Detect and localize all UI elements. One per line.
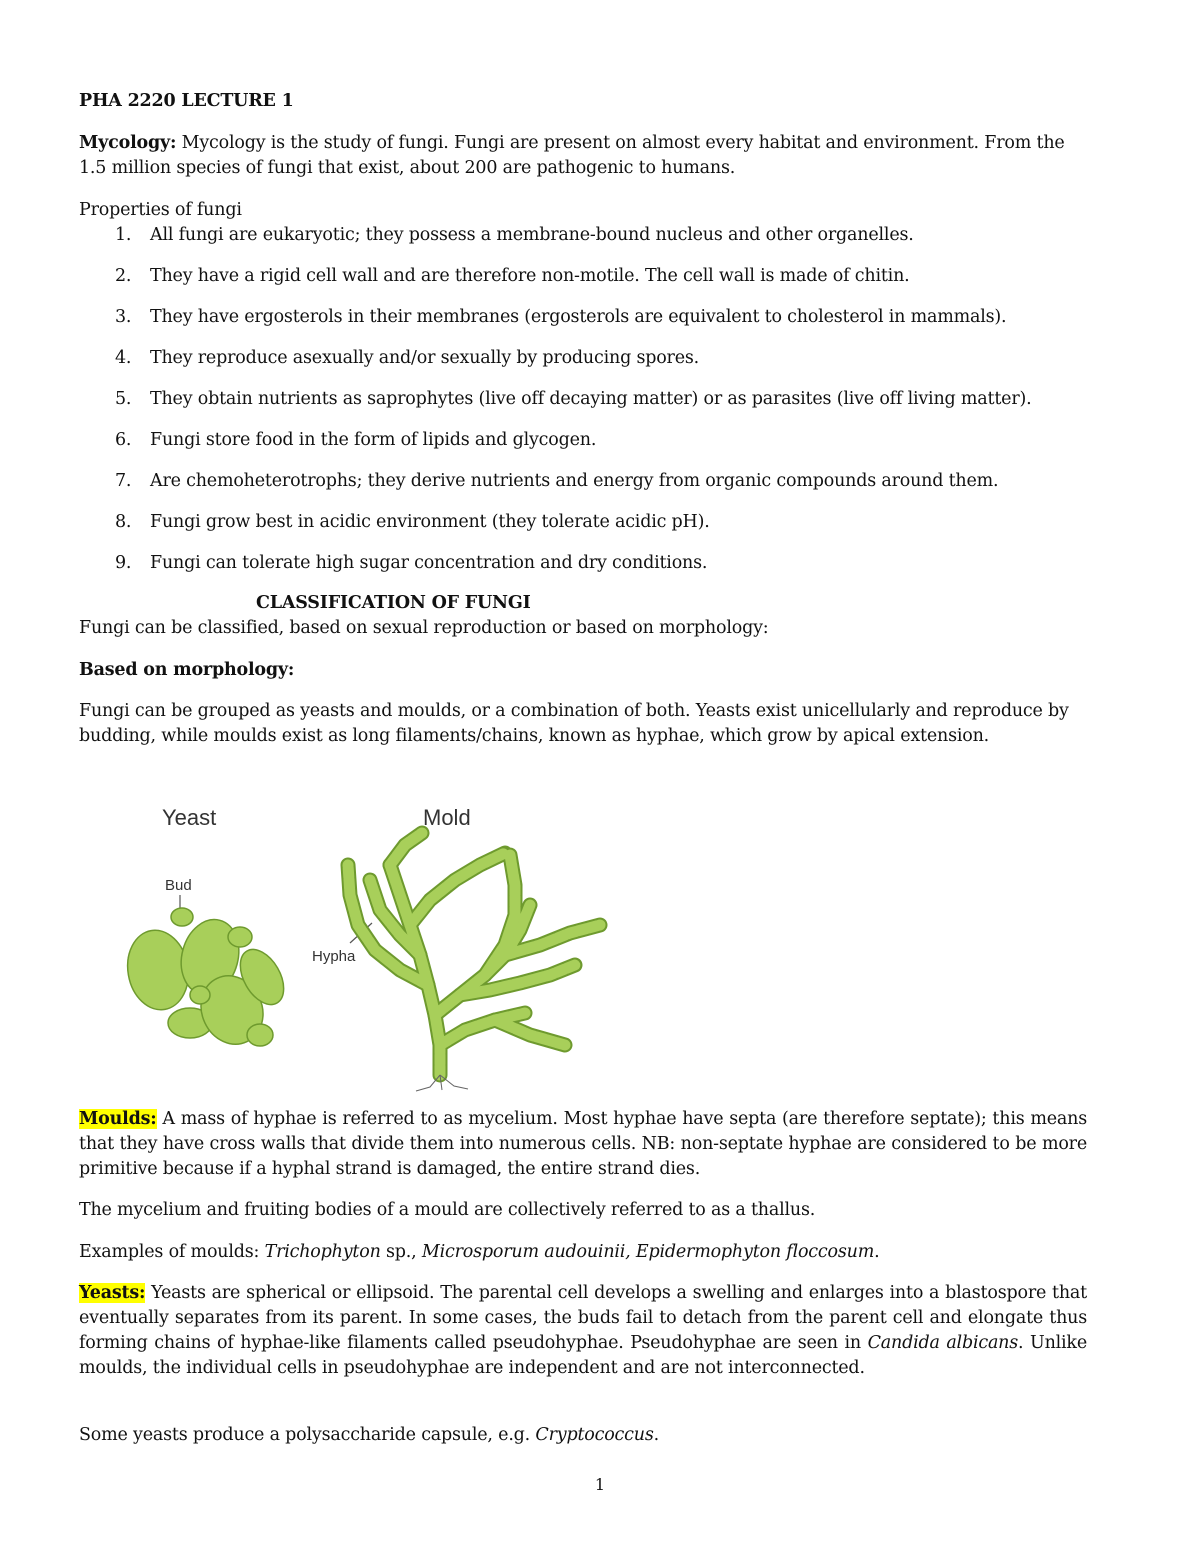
property-item <box>79 305 1087 346</box>
page-number: 1 <box>594 1475 606 1494</box>
property-number: 9. <box>115 553 132 573</box>
property-text: They have ergosterols in their membranes (ergosterols are equivalent to cholesterol in mammals). <box>150 307 1007 327</box>
yeast-mold-figure <box>110 795 630 1095</box>
examples-paragraph <box>79 1240 1087 1265</box>
figure-label-hypha: Hypha <box>312 948 356 965</box>
yeasts-label: Yeasts: <box>79 1283 146 1303</box>
intro-label: Mycology: <box>79 133 177 153</box>
yeast-cell <box>190 986 210 1004</box>
capsule-end: . <box>653 1425 659 1445</box>
figure-label-bud: Bud <box>165 877 192 894</box>
yeast-cells <box>122 908 293 1054</box>
thallus-paragraph: The mycelium and fruiting bodies of a mould are collectively referred to as a thallus. <box>79 1200 816 1220</box>
yeast-bud-cell <box>171 908 193 926</box>
property-item <box>79 264 1087 305</box>
example-microsporum-epidermophyton: Microsporum audouinii, Epidermophyton floccosum <box>421 1242 875 1262</box>
property-number: 2. <box>115 266 132 286</box>
yeasts-text-2: . Unlike moulds, the individual cells in pseudohyphae are independent and are not interconnected. <box>79 1333 1087 1378</box>
property-text: They obtain nutrients as saprophytes (live off decaying matter) or as parasites (live off living matter). <box>150 389 1032 409</box>
property-item <box>79 428 1087 469</box>
property-text: Are chemoheterotrophs; they derive nutrients and energy from organic compounds around them. <box>150 471 999 491</box>
property-item <box>79 551 1087 592</box>
classification-text: Fungi can be classified, based on sexual reproduction or based on morphology: <box>79 618 769 638</box>
property-text: They reproduce asexually and/or sexually by producing spores. <box>150 348 700 368</box>
properties-heading: Properties of fungi <box>79 200 242 220</box>
property-text: Fungi grow best in acidic environment (they tolerate acidic pH). <box>150 512 710 532</box>
property-number: 3. <box>115 307 132 327</box>
yeasts-paragraph <box>79 1281 1087 1381</box>
property-number: 5. <box>115 389 132 409</box>
yeasts-text-1: Yeasts are spherical or ellipsoid. The parental cell develops a swelling and enlarges into a blastospore that eventually separates from its parent. In some cases, the buds fail to detach from the parent cell and elongate thus forming chains of hyphae-like filaments called pseudohyphae. Pseudohyphae are seen in <box>79 1283 1087 1353</box>
classification-heading: CLASSIFICATION OF FUNGI <box>256 593 531 613</box>
capsule-species: Cryptococcus <box>535 1425 654 1445</box>
intro-text: Mycology is the study of fungi. Fungi are present on almost every habitat and environment. From the 1.5 million species of fungi that exist, about 200 are pathogenic to humans. <box>79 133 1065 178</box>
property-item <box>79 510 1087 551</box>
capsule-paragraph <box>79 1423 1087 1448</box>
property-item <box>79 346 1087 387</box>
morphology-heading: Based on morphology: <box>79 660 295 680</box>
moulds-label: Moulds: <box>79 1109 157 1129</box>
hypha-cells <box>410 853 505 925</box>
property-number: 4. <box>115 348 132 368</box>
capsule-text: Some yeasts produce a polysaccharide capsule, e.g. <box>79 1425 536 1445</box>
figure-label-mold: Mold <box>423 805 471 830</box>
morphology-text: Fungi can be grouped as yeasts and moulds, or a combination of both. Yeasts exist unicellularly and reproduce by budding, while moulds exist as long filaments/chains, known as hyphae, which grow by apical extension. <box>79 701 1069 746</box>
yeast-cell <box>228 927 252 947</box>
figure-label-yeast: Yeast <box>162 805 217 830</box>
moulds-text: A mass of hyphae is referred to as mycelium. Most hyphae have septa (are therefore septate); this means that they have cross walls that divide them into numerous cells. NB: non-septate hyphae are considered to be more primitive because if a hyphal strand is damaged, the entire strand dies. <box>79 1109 1087 1179</box>
property-text: They have a rigid cell wall and are therefore non-motile. The cell wall is made of chitin. <box>150 266 910 286</box>
examples-prefix: Examples of moulds: <box>79 1242 265 1262</box>
property-item <box>79 223 1087 264</box>
properties-list <box>79 223 1087 592</box>
property-number: 6. <box>115 430 132 450</box>
property-item <box>79 387 1087 428</box>
property-number: 8. <box>115 512 132 532</box>
yeasts-species: Candida albicans <box>867 1333 1019 1353</box>
example-trichophyton: Trichophyton <box>264 1242 381 1262</box>
property-text: Fungi can tolerate high sugar concentration and dry conditions. <box>150 553 708 573</box>
property-text: Fungi store food in the form of lipids and glycogen. <box>150 430 597 450</box>
property-item <box>79 469 1087 510</box>
lecture-title: PHA 2220 LECTURE 1 <box>79 91 294 111</box>
mold-hyphae <box>348 833 600 1075</box>
property-number: 1. <box>115 225 132 245</box>
intro-paragraph <box>79 131 1087 181</box>
examples-end: . <box>874 1242 880 1262</box>
yeast-cell <box>247 1024 273 1046</box>
moulds-paragraph <box>79 1107 1087 1182</box>
property-number: 7. <box>115 471 132 491</box>
property-text: All fungi are eukaryotic; they possess a membrane-bound nucleus and other organelles. <box>150 225 914 245</box>
examples-sp: sp., <box>380 1242 422 1262</box>
